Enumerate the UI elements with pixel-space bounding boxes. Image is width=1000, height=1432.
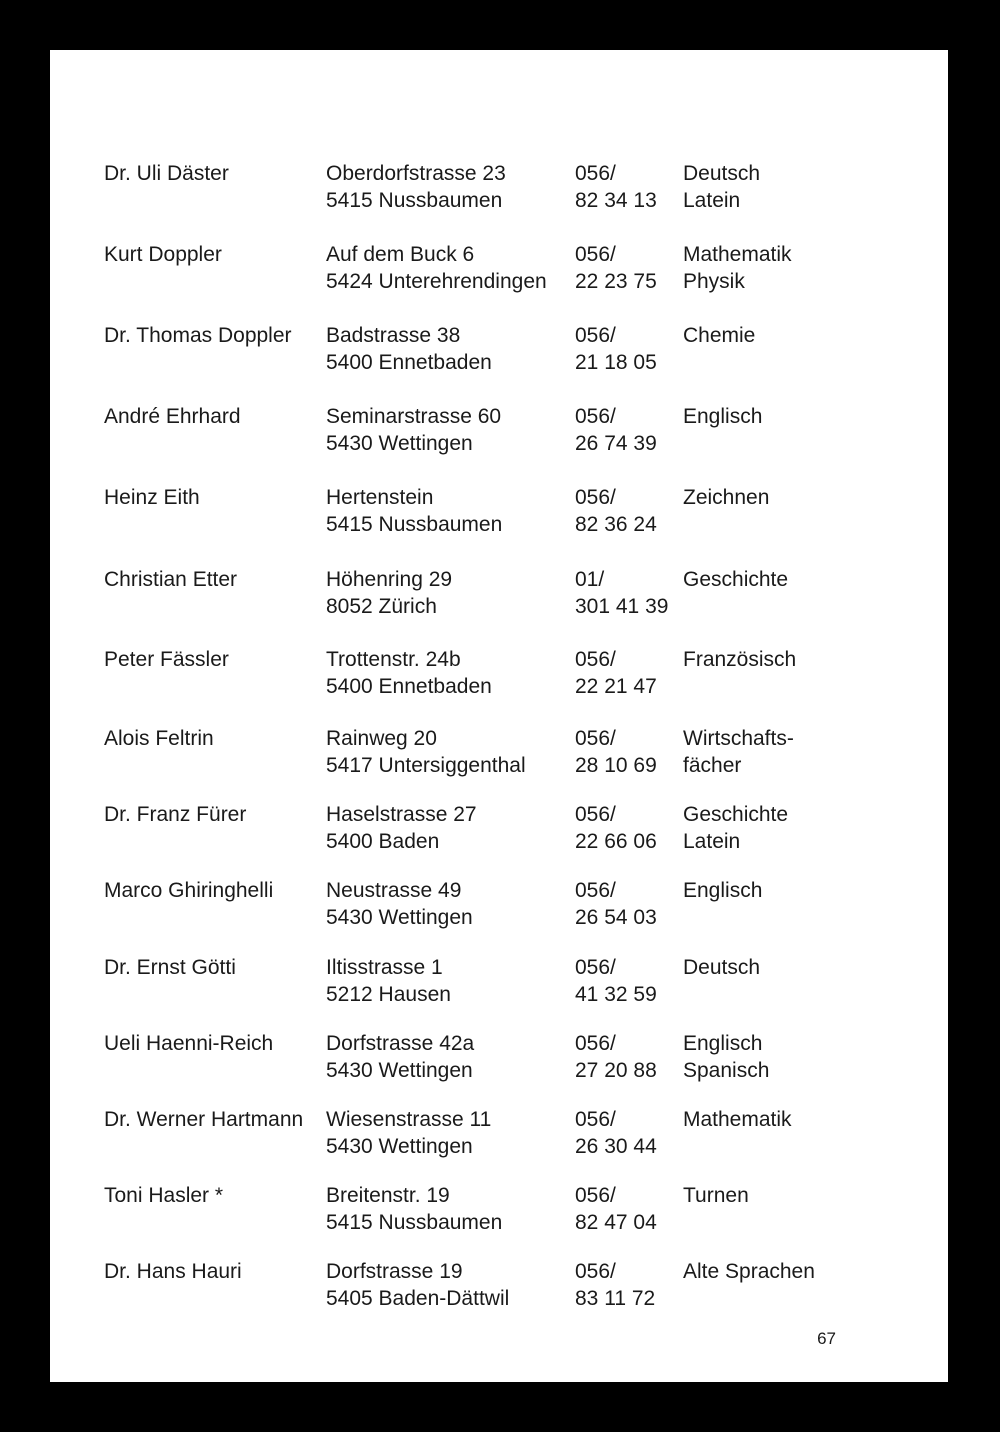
street-line: Seminarstrasse 60 xyxy=(326,405,502,428)
subjects xyxy=(683,646,796,700)
phone xyxy=(575,160,657,214)
city-line: 5400 Ennetbaden xyxy=(326,675,492,698)
person-name: Kurt Doppler xyxy=(104,243,222,266)
street-line: Dorfstrasse 19 xyxy=(326,1260,463,1283)
subject-line: Deutsch xyxy=(683,162,761,185)
area-code: 056/ xyxy=(575,956,616,979)
phone xyxy=(575,484,657,538)
subject-line: Mathematik xyxy=(683,243,792,266)
area-code: 056/ xyxy=(575,405,616,428)
subjects xyxy=(683,1258,815,1312)
area-code: 056/ xyxy=(575,648,616,671)
phone-number: 28 10 69 xyxy=(575,754,657,777)
address xyxy=(326,322,492,376)
directory-entry xyxy=(50,403,948,465)
phone-number: 82 47 04 xyxy=(575,1211,657,1234)
street-line: Breitenstr. 19 xyxy=(326,1184,450,1207)
subject-line xyxy=(683,673,796,700)
subjects xyxy=(683,322,755,376)
area-code: 056/ xyxy=(575,1108,616,1131)
phone xyxy=(575,322,657,376)
subject-line xyxy=(683,511,769,538)
directory-entry xyxy=(50,160,948,222)
person-name: Ueli Haenni-Reich xyxy=(104,1032,274,1055)
subject-line: Geschichte xyxy=(683,568,789,591)
phone xyxy=(575,1182,657,1236)
area-code: 056/ xyxy=(575,803,616,826)
street-line: Rainweg 20 xyxy=(326,727,437,750)
area-code: 056/ xyxy=(575,243,616,266)
subjects xyxy=(683,484,769,538)
phone xyxy=(575,801,657,855)
phone-number: 82 34 13 xyxy=(575,189,657,212)
subject-line xyxy=(683,981,760,1008)
street-line: Dorfstrasse 42a xyxy=(326,1032,475,1055)
subjects xyxy=(683,241,792,295)
street-line: Neustrasse 49 xyxy=(326,879,462,902)
subjects xyxy=(683,403,762,457)
city-line: 5400 Baden xyxy=(326,830,440,853)
directory-entry xyxy=(50,646,948,708)
city-line: 5417 Untersiggenthal xyxy=(326,754,526,777)
subject-line: Englisch xyxy=(683,1032,763,1055)
area-code: 01/ xyxy=(575,568,605,591)
person-name: Dr. Thomas Doppler xyxy=(104,324,292,347)
phone-number: 26 54 03 xyxy=(575,906,657,929)
address xyxy=(326,566,452,620)
phone xyxy=(575,241,657,295)
address xyxy=(326,1182,502,1236)
directory-entry xyxy=(50,484,948,546)
subject-line: Zeichnen xyxy=(683,486,770,509)
city-line: 5212 Hausen xyxy=(326,983,451,1006)
person-name: Peter Fässler xyxy=(104,648,229,671)
address xyxy=(326,403,501,457)
person-name: André Ehrhard xyxy=(104,405,241,428)
subjects xyxy=(683,954,760,1008)
city-line: 5424 Unterehrendingen xyxy=(326,270,547,293)
subjects xyxy=(683,160,760,214)
person-name: Dr. Hans Hauri xyxy=(104,1260,242,1283)
directory-entry xyxy=(50,877,948,939)
street-line: Wiesenstrasse 11 xyxy=(326,1108,492,1131)
subject-line: Latein xyxy=(683,830,741,853)
address xyxy=(326,646,492,700)
subject-line: Geschichte xyxy=(683,803,789,826)
street-line: Badstrasse 38 xyxy=(326,324,461,347)
subject-line: Wirtschafts- xyxy=(683,727,794,750)
address xyxy=(326,241,547,295)
subject-line xyxy=(683,430,762,457)
directory-entry xyxy=(50,725,948,787)
subject-line: fächer xyxy=(683,754,742,777)
subject-line: Alte Sprachen xyxy=(683,1260,815,1283)
area-code: 056/ xyxy=(575,162,616,185)
subjects xyxy=(683,1106,792,1160)
phone-number: 83 11 72 xyxy=(575,1287,656,1310)
address xyxy=(326,801,477,855)
subject-line xyxy=(683,904,762,931)
phone xyxy=(575,877,657,931)
page-number: 67 xyxy=(817,1329,836,1348)
address xyxy=(326,1258,509,1312)
directory-entry xyxy=(50,1030,948,1092)
person-name: Alois Feltrin xyxy=(104,727,214,750)
person-name: Dr. Franz Fürer xyxy=(104,803,247,826)
phone-number: 22 21 47 xyxy=(575,675,657,698)
person-name: Dr. Uli Däster xyxy=(104,162,229,185)
address xyxy=(326,160,506,214)
city-line: 5430 Wettingen xyxy=(326,1135,473,1158)
city-line: 5400 Ennetbaden xyxy=(326,351,492,374)
area-code: 056/ xyxy=(575,1260,616,1283)
street-line: Trottenstr. 24b xyxy=(326,648,461,671)
city-line: 5415 Nussbaumen xyxy=(326,1211,503,1234)
directory-entry xyxy=(50,566,948,628)
phone xyxy=(575,1106,657,1160)
subject-line: Physik xyxy=(683,270,745,293)
area-code: 056/ xyxy=(575,1032,616,1055)
subject-line xyxy=(683,593,788,620)
subjects xyxy=(683,725,794,779)
address xyxy=(326,954,451,1008)
area-code: 056/ xyxy=(575,727,616,750)
area-code: 056/ xyxy=(575,879,616,902)
city-line: 5405 Baden-Dättwil xyxy=(326,1287,510,1310)
address xyxy=(326,1106,491,1160)
directory-entry xyxy=(50,322,948,384)
subjects xyxy=(683,566,788,620)
phone xyxy=(575,1030,657,1084)
subject-line xyxy=(683,1209,749,1236)
city-line: 5430 Wettingen xyxy=(326,1059,473,1082)
subjects xyxy=(683,801,788,855)
subject-line: Mathematik xyxy=(683,1108,792,1131)
street-line: Haselstrasse 27 xyxy=(326,803,477,826)
address xyxy=(326,725,526,779)
subjects xyxy=(683,1182,749,1236)
subject-line: Turnen xyxy=(683,1184,749,1207)
phone-number: 301 41 39 xyxy=(575,595,669,618)
directory-entry xyxy=(50,1258,948,1320)
person-name: Christian Etter xyxy=(104,568,238,591)
directory-entry xyxy=(50,1182,948,1244)
area-code: 056/ xyxy=(575,486,616,509)
street-line: Hertenstein xyxy=(326,486,434,509)
person-name: Toni Hasler * xyxy=(104,1184,224,1207)
city-line: 5430 Wettingen xyxy=(326,906,473,929)
subject-line xyxy=(683,349,755,376)
city-line: 5415 Nussbaumen xyxy=(326,513,503,536)
phone xyxy=(575,646,657,700)
street-line: Iltisstrasse 1 xyxy=(326,956,443,979)
city-line: 5430 Wettingen xyxy=(326,432,473,455)
phone-number: 27 20 88 xyxy=(575,1059,657,1082)
phone-number: 41 32 59 xyxy=(575,983,657,1006)
phone xyxy=(575,566,668,620)
document-page xyxy=(50,50,948,1382)
area-code: 056/ xyxy=(575,1184,616,1207)
phone-number: 26 74 39 xyxy=(575,432,657,455)
person-name: Marco Ghiringhelli xyxy=(104,879,274,902)
street-line: Auf dem Buck 6 xyxy=(326,243,475,266)
phone-number: 26 30 44 xyxy=(575,1135,657,1158)
phone xyxy=(575,403,657,457)
phone xyxy=(575,725,657,779)
person-name: Dr. Ernst Götti xyxy=(104,956,236,979)
phone-number: 22 66 06 xyxy=(575,830,657,853)
phone xyxy=(575,954,657,1008)
subject-line: Englisch xyxy=(683,879,763,902)
directory-entry xyxy=(50,954,948,1016)
person-name: Dr. Werner Hartmann xyxy=(104,1108,304,1131)
subject-line: Deutsch xyxy=(683,956,761,979)
address xyxy=(326,877,473,931)
city-line: 8052 Zürich xyxy=(326,595,437,618)
address xyxy=(326,484,502,538)
person-name: Heinz Eith xyxy=(104,486,200,509)
subject-line: Spanisch xyxy=(683,1059,770,1082)
address xyxy=(326,1030,474,1084)
subject-line: Englisch xyxy=(683,405,763,428)
subjects xyxy=(683,1030,769,1084)
directory-entry xyxy=(50,241,948,303)
phone-number: 21 18 05 xyxy=(575,351,657,374)
subject-line xyxy=(683,1133,792,1160)
subject-line xyxy=(683,1285,815,1312)
phone xyxy=(575,1258,655,1312)
street-line: Oberdorfstrasse 23 xyxy=(326,162,506,185)
directory-entry xyxy=(50,801,948,863)
subjects xyxy=(683,877,762,931)
phone-number: 22 23 75 xyxy=(575,270,657,293)
subject-line: Französisch xyxy=(683,648,797,671)
street-line: Höhenring 29 xyxy=(326,568,453,591)
subject-line: Latein xyxy=(683,189,741,212)
subject-line: Chemie xyxy=(683,324,756,347)
directory-entry xyxy=(50,1106,948,1168)
city-line: 5415 Nussbaumen xyxy=(326,189,503,212)
area-code: 056/ xyxy=(575,324,616,347)
phone-number: 82 36 24 xyxy=(575,513,657,536)
